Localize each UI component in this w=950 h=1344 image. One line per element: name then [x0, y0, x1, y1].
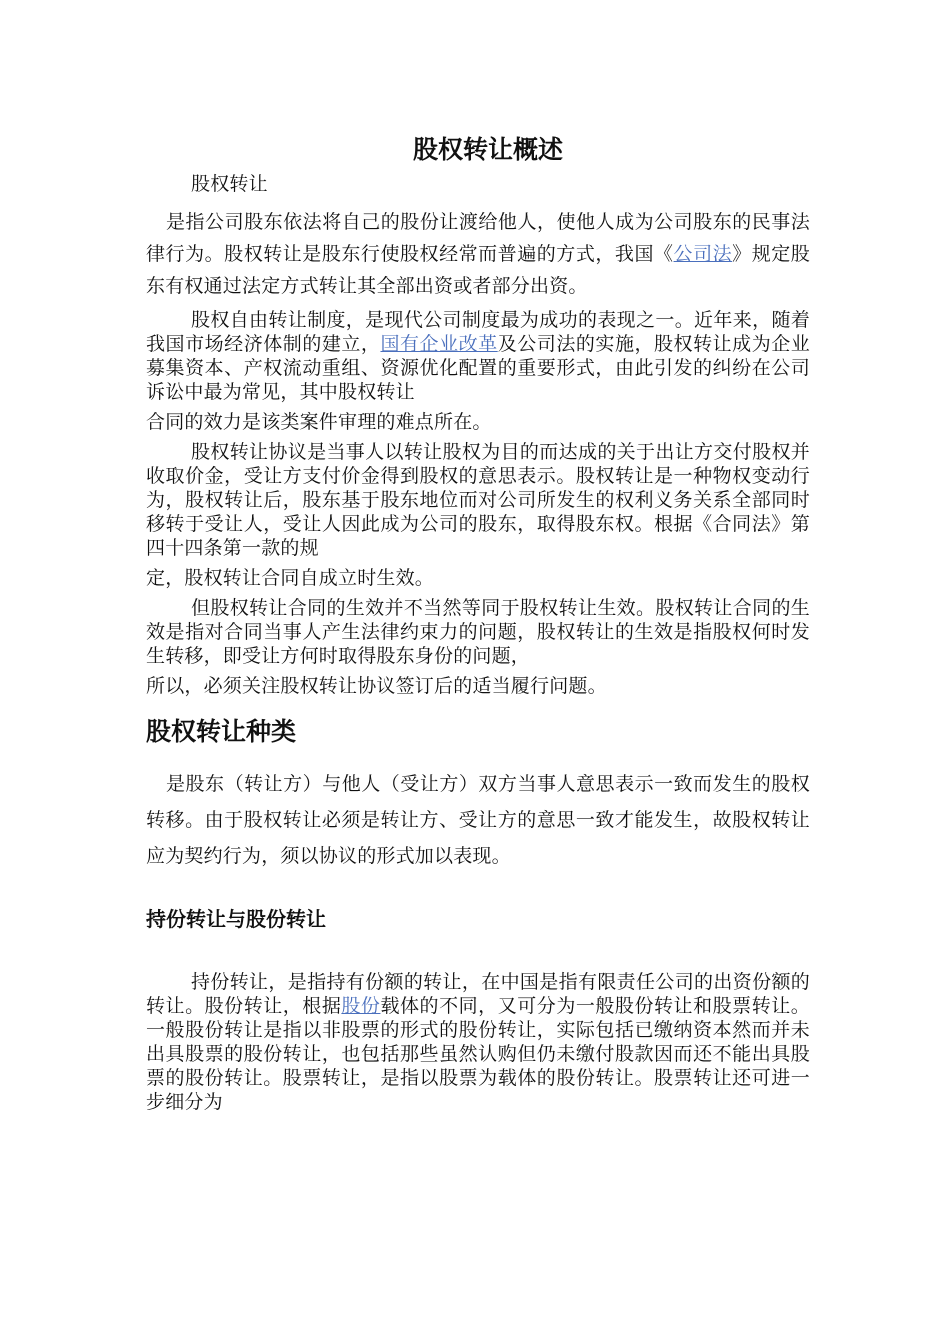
paragraph-definition: [146, 206, 810, 302]
paragraph-text: 持份转让，是指持有份额的转让，在中国是指有限责任公司的出资份额的转让。股份转让，根据: [146, 971, 810, 1017]
soe-reform-link[interactable]: 国有企业改革: [380, 333, 498, 355]
paragraph-types: 是股东（转让方）与他人（受让方）双方当事人意思表示一致而发生的股权转移。由于股权转让必须是转让方、受让方的意思一致才能发生，故股权转让应为契约行为，须以协议的形式加以表现。: [146, 773, 810, 867]
paragraph-last-line: 合同的效力是该类案件审理的难点所在。: [146, 411, 492, 433]
paragraph-text: 》规定股东有权通过法定方式转让其全部出资或者部: [146, 243, 810, 297]
paragraph-free-transfer: [146, 308, 810, 434]
paragraph-text: 载体的不同，又可分为一般股份转让和股票转让。一般股份转让是指以非股票的形式的股份转让，实际包括已缴纳资本然而并未出具股票的股份转让，也包括那些虽然认购但仍未缴付股款因而还不能出具股票的股份转让。股票转让，是指以股票为载体的股份转让。股票转让还可进一步细分为: [146, 995, 810, 1113]
paragraph-effectiveness: [146, 596, 810, 698]
document-title: 股权转让概述: [412, 135, 563, 164]
company-law-link[interactable]: 公司法: [673, 243, 733, 265]
paragraph-last-line: 定，股权转让合同自成立时生效。: [146, 567, 435, 589]
sub-label: 股权转让: [191, 173, 268, 195]
paragraph-text: 分出资。: [510, 275, 588, 297]
paragraph-text: 我国《: [614, 243, 674, 265]
paragraph-text: 及公司法的实施，股权转让成为企业募集资本、产权流动重组、资源优化配置的重要形式，由此引发的纠纷在公司诉讼中最为常见，其中股权转让: [146, 333, 810, 403]
document-page: [146, 130, 810, 1120]
paragraph-text: 股权自由转让制度，是现代公司制度最为成功的表现之一。近年来，随着我国市场经济体制的建立，: [146, 309, 810, 355]
paragraph-text: 股权转让协议是当事人以转让股权为目的而达成的关于出让方交付股权并收取价金，受让方支付价金得到股权的意思表示。股权转让是一种物权变动行为，股权转让后，股东基于股东地位而对公司所发生的权利义务关系全部同时移转于受让人，受让人因此成为公司的股东，取得股东权。根据《合同法》第四十四条第一款的规: [146, 441, 810, 559]
paragraph-text: 但股权转让合同的生效并不当然等同于股权转让生效。股权转让合同的生效是指对合同当事人产生法律约束力的问题，股权转让的生效是指股权何时发生转移，即受让方何时取得股东身份的问题，: [146, 597, 810, 667]
paragraph-agreement: [146, 440, 810, 590]
paragraph-share-transfer: [146, 970, 810, 1114]
shares-link[interactable]: 股份: [341, 995, 381, 1017]
paragraph-last-line: 所以，必须关注股权转让协议签订后的适当履行问题。: [146, 675, 607, 697]
section-heading-types: 股权转让种类: [146, 717, 297, 746]
subsection-heading-share-transfer: 持份转让与股份转让: [146, 907, 326, 931]
paragraph-text: 是指公司股东依法将自己的股份让渡给他人，使他人成为公司股东的民事法律行为。股权转让是股东行使股权经常而普遍的方式，: [146, 211, 810, 265]
